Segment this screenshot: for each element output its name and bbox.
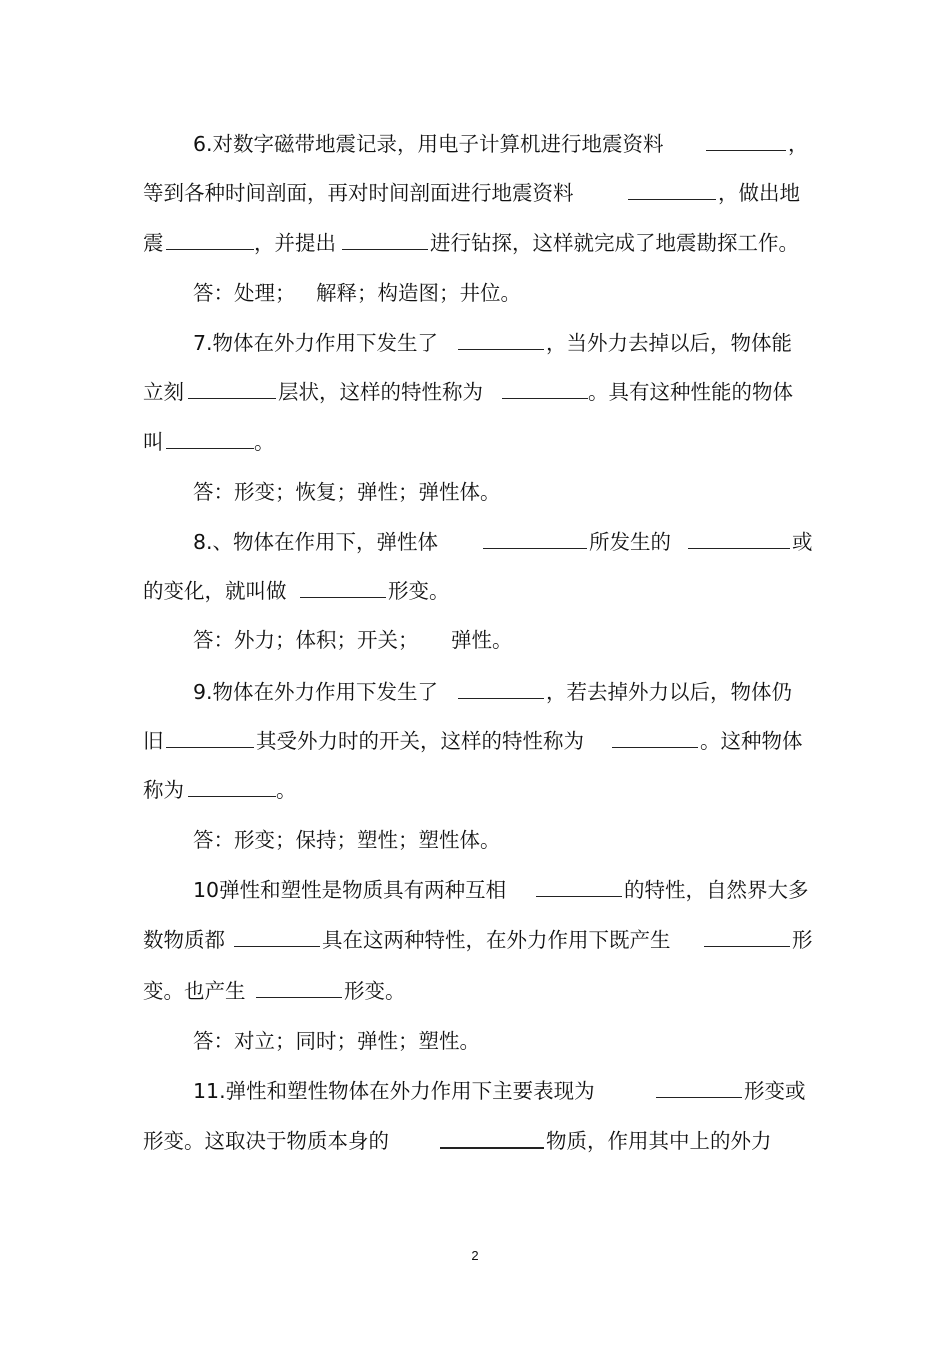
- q7-text: 叫: [143, 430, 164, 454]
- q11-line-1: [0, 1073, 950, 1109]
- fill-blank: [628, 175, 716, 200]
- fill-blank: [706, 126, 786, 151]
- q8-text: 形变。: [388, 579, 450, 603]
- q9-text: ，若去掉外力以后，物体仍: [546, 680, 792, 704]
- q10-text: 形变。: [344, 979, 406, 1003]
- answer-text: 弹性。: [451, 628, 513, 652]
- fill-blank: [342, 225, 428, 250]
- q9-text: 。这种物体: [700, 729, 803, 753]
- q8-text: 所发生的: [589, 530, 671, 554]
- q8-answer: [0, 622, 950, 658]
- fill-blank: [536, 872, 622, 897]
- fill-blank: [612, 723, 698, 748]
- q6-line-1: [0, 126, 950, 162]
- q9-line-3: [0, 772, 950, 808]
- q7-text: ，当外力去掉以后，物体能: [546, 331, 792, 355]
- fill-blank: [483, 524, 587, 549]
- q6-text: 进行钻探，这样就完成了地震勘探工作。: [430, 231, 799, 255]
- q6-line-2: [0, 175, 950, 211]
- q7-text: 7.物体在外力作用下发生了: [193, 331, 439, 355]
- q6-text: 等到各种时间剖面，再对时间剖面进行地震资料: [143, 181, 574, 205]
- fill-blank: [188, 374, 276, 399]
- answer-text: 解释；构造图；井位。: [316, 281, 521, 305]
- q9-line-1: [0, 674, 950, 710]
- q8-text: 的变化，就叫做: [143, 579, 287, 603]
- answer-text: 答：形变；保持；塑性；塑性体。: [193, 828, 501, 852]
- q6-answer: [0, 275, 950, 311]
- q7-line-2: [0, 374, 950, 410]
- fill-blank: [234, 922, 320, 947]
- q8-text: 或: [792, 530, 813, 554]
- q7-answer: [0, 474, 950, 510]
- fill-blank: [166, 424, 254, 449]
- fill-blank: [458, 674, 544, 699]
- q10-text: 具在这两种特性，在外力作用下既产生: [322, 928, 671, 952]
- q9-text: 其受外力时的开关，这样的特性称为: [256, 729, 584, 753]
- q8-line-2: [0, 573, 950, 609]
- q6-text: ，: [788, 132, 809, 156]
- q10-text: 变。也产生: [143, 979, 246, 1003]
- q6-text: ，做出地: [718, 181, 800, 205]
- q10-text: 的特性，自然界大多: [624, 878, 809, 902]
- fill-blank: [458, 325, 544, 350]
- q11-text: 物质，作用其中上的外力: [546, 1129, 772, 1153]
- q10-text: 数物质都: [143, 928, 225, 952]
- fill-blank: [166, 225, 254, 250]
- fill-blank: [256, 973, 342, 998]
- q7-line-1: [0, 325, 950, 361]
- q11-line-2: [0, 1123, 950, 1159]
- q7-text: 层状，这样的特性称为: [278, 380, 483, 404]
- answer-text: 答：形变；恢复；弹性；弹性体。: [193, 480, 501, 504]
- q7-text: 立刻: [143, 380, 184, 404]
- q7-text: 。具有这种性能的物体: [588, 380, 793, 404]
- q6-line-3: [0, 225, 950, 261]
- answer-text: 答：对立；同时；弹性；塑性。: [193, 1029, 480, 1053]
- fill-blank: [502, 374, 588, 399]
- q9-text: 称为: [143, 778, 184, 802]
- q7-text: 。: [254, 430, 275, 454]
- q11-text: 11.弹性和塑性物体在外力作用下主要表现为: [193, 1079, 595, 1103]
- q10-answer: [0, 1023, 950, 1059]
- q11-text: 形变或: [744, 1079, 806, 1103]
- answer-text: 答：外力；体积；开关；: [193, 628, 419, 652]
- q10-text: 10弹性和塑性是物质具有两种互相: [193, 878, 507, 902]
- fill-blank: [188, 772, 276, 797]
- q10-line-3: [0, 973, 950, 1009]
- q9-text: 旧: [143, 729, 164, 753]
- q9-answer: [0, 822, 950, 858]
- fill-blank: [300, 573, 386, 598]
- q9-text: 。: [276, 778, 297, 802]
- q10-line-2: [0, 922, 950, 958]
- q6-text: ，并提出: [254, 231, 336, 255]
- fill-blank: [656, 1073, 742, 1098]
- q10-text: 形: [792, 928, 813, 952]
- q11-text: 形变。这取决于物质本身的: [143, 1129, 389, 1153]
- q8-text: 8.、物体在作用下，弹性体: [193, 530, 439, 554]
- fill-blank: [166, 723, 254, 748]
- q9-text: 9.物体在外力作用下发生了: [193, 680, 439, 704]
- fill-blank: [688, 524, 790, 549]
- page-number: 2: [471, 1248, 479, 1263]
- q6-text: 6.对数字磁带地震记录，用电子计算机进行地震资料: [193, 132, 664, 156]
- q7-line-3: [0, 424, 950, 460]
- q9-line-2: [0, 723, 950, 759]
- fill-blank: [704, 922, 790, 947]
- q10-line-1: [0, 872, 950, 908]
- answer-text: 答：处理；: [193, 281, 296, 305]
- q6-text: 震: [143, 231, 164, 255]
- q8-line-1: [0, 524, 950, 560]
- fill-blank: [440, 1123, 544, 1149]
